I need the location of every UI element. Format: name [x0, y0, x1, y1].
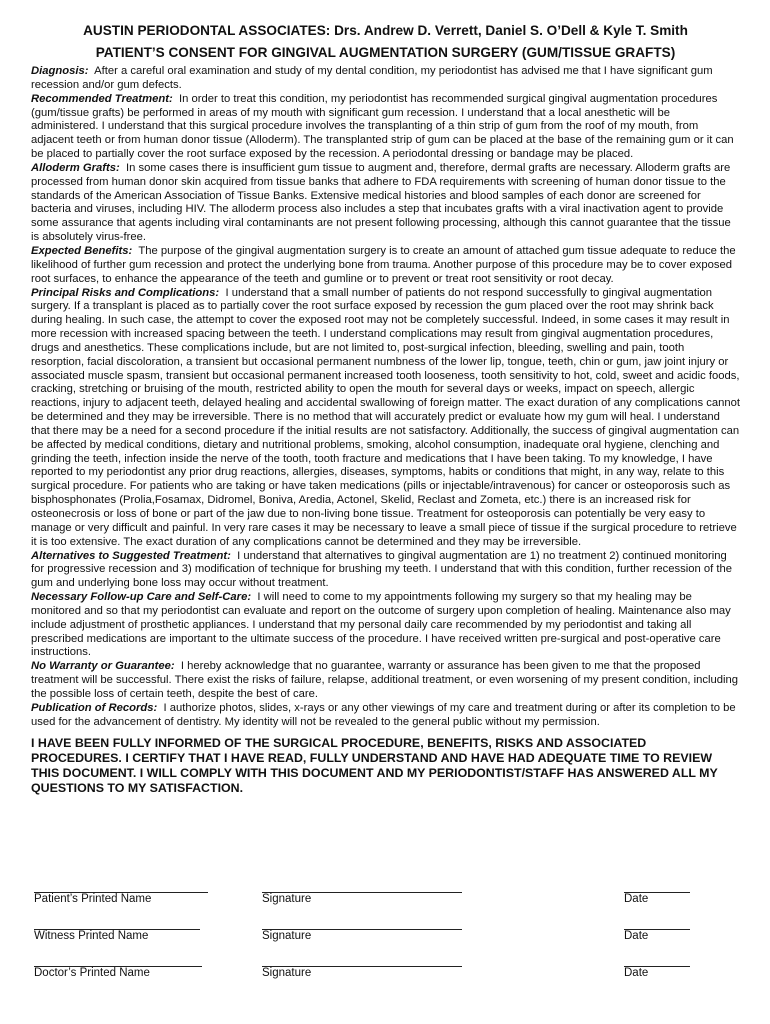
patient-signature-row [0, 880, 770, 917]
patient-date-label: Date [624, 893, 649, 905]
patient-name-label: Patient’s Printed Name [34, 893, 152, 905]
section-no-warranty [31, 660, 740, 702]
doctor-date-label: Date [624, 967, 649, 979]
section-heading: Alloderm Grafts: [31, 161, 120, 174]
section-publication-of-records [31, 702, 740, 730]
doctor-signature-line[interactable] [262, 954, 462, 967]
section-follow-up-care [31, 591, 740, 660]
section-text: After a careful oral examination and study of my dental condition, my periodontist has advised me that I have significant gum recession and/or gum defects. [31, 65, 713, 91]
section-text: I hereby acknowledge that no guarantee, warranty or assurance has been given to me that the proposed treatment will be successful. There exist the risks of failure, relapse, additional treatment, or even worsening of my present condition, including the possible loss of certain teeth, despite the best of care. [31, 660, 739, 700]
doctor-date-line[interactable] [624, 954, 690, 967]
practice-title: AUSTIN PERIODONTAL ASSOCIATES: Drs. Andrew D. Verrett, Daniel S. O’Dell & Kyle T. Smith [83, 23, 688, 38]
patient-date-line[interactable] [624, 880, 690, 893]
witness-signature-row [0, 917, 770, 954]
section-heading: Diagnosis: [31, 65, 89, 77]
section-diagnosis [31, 65, 740, 93]
certification-statement: I HAVE BEEN FULLY INFORMED OF THE SURGICAL PROCEDURE, BENEFITS, RISKS AND ASSOCIATED PROCEDURES. I CERTIFY THAT I HAVE READ, FULLY UNDERSTAND AND HAVE HAD ADEQUATE TIME TO REVIEW THIS DOCUMENT. I WILL COMPLY WITH THIS DOCUMENT AND MY PERIODONTIST/STAFF HAS ANSWERED ALL MY QUESTIONS TO MY SATISFACTION. [31, 735, 718, 795]
section-alloderm-grafts [31, 162, 740, 245]
witness-name-label: Witness Printed Name [34, 930, 149, 942]
section-heading: Necessary Follow-up Care and Self-Care: [31, 591, 252, 604]
patient-signature-line[interactable] [262, 880, 462, 893]
section-recommended-treatment [31, 93, 740, 162]
witness-date-line[interactable] [624, 917, 690, 930]
section-heading: No Warranty or Guarantee: [31, 660, 175, 673]
signature-block [0, 880, 770, 991]
patient-name-line[interactable] [34, 880, 208, 893]
section-text: In some cases there is insufficient gum tissue to augment and, therefore, dermal grafts are necessary. Alloderm grafts are processed from human donor skin acquired from tissue banks that adhere to FDA requirements with screening of human donor tissue to the standards of the American Association of Tissue Banks. Extensive medical histories and blood samples of each donor are screened for bacteria and viruses, including HIV. The alloderm process also includes a step that incubates grafts with a viral inactivation agent to provide some assurance that agents including viral contaminants are not present following processing, although this cannot guarantee that the tissue is absolutely virus-free. [31, 161, 731, 244]
section-heading: Principal Risks and Complications: [31, 286, 220, 299]
section-heading: Alternatives to Suggested Treatment: [31, 549, 231, 562]
witness-signature-label: Signature [262, 930, 312, 942]
section-risks-complications [31, 287, 740, 550]
witness-date-label: Date [624, 930, 649, 942]
section-text: I authorize photos, slides, x-rays or any other viewings of my care and treatment during or after its completion to be used for the advancement of dentistry. My identity will not be revealed to the general public without my permission. [31, 701, 736, 728]
witness-name-line[interactable] [34, 917, 200, 930]
section-heading: Publication of Records: [31, 701, 158, 714]
section-text: The purpose of the gingival augmentation surgery is to create an amount of attached gum tissue adequate to reduce the likelihood of further gum recession and protect the underlying bone from trauma. Another purpose of this procedure may be to cover exposed root surfaces, to enhance the appearance of the teeth and gumline or to prevent or treat root sensitivity or root decay. [31, 244, 736, 285]
doctor-signature-row [0, 954, 770, 991]
form-title: PATIENT’S CONSENT FOR GINGIVAL AUGMENTATION SURGERY (GUM/TISSUE GRAFTS) [95, 45, 676, 60]
section-text: I understand that a small number of patients do not respond successfully to gingival augmentation surgery. If a transplant is placed as to partially cover the root surface exposed by recession the gum placed over the root may shrink back during healing. In such case, the attempt to cover the exposed root may not be completely successful. Indeed, in some cases it may result in more recession with increased spacing between the teeth. I understand complications may result from gingival augmentation procedures, drugs and anesthetics. These complications include, but are not limited to, post-surgical infection, bleeding, swelling and pain, tooth resorption, facial discoloration, a transient but occasional permanent numbness of the lower lip, tongue, teeth, chin or gum, jaw joint injury or associated muscle spasm, transient but occasional permanent increased tooth looseness, tooth sensitivity to hot, cold, sweet and acidic foods, cracking, stretching or bruising of the mouth, restricted ability to open the mouth for several days or weeks, impact on speech, allergic reactions, injury to adjacent teeth, delayed healing and accidental swallowing of foreign matter. The exact duration of any complications cannot be determined and they may be irreversible. There is no method that will accurately predict or evaluate how my gum will heal. I understand that there may be a need for a second procedure if the initial results are not satisfactory. Additionally, the success of gingival augmentation can be affected by medical conditions, dietary and nutritional problems, smoking, alcohol consumption, inadequate oral hygiene, clenching and grinding the teeth, infection inside the nerve of the tooth, tooth fracture and medications that I have been taking. To my knowledge, I have reported to my periodontist any prior drug reactions, allergies, diseases, symptoms, habits or conditions that might, in any way, relate to this surgical procedure. For patients who are taking or have taken medications (pills or injectable/intravenous) for cancer or osteoporosis such as bisphosphonates (Prolia,Fosamax, Didromel, Boniva, Aredia, Actonel, Skelid, Reclast and Zometa, etc.) there is an increased risk for osteonecrosis or loss of bone or part of the jaw due to non-living bone tissue. Treatment for osteoporosis can potentially be very easy to manage or very difficult and painful. In very rare cases it may be necessary to leave a small piece of tissue if the surgical procedure to retrieve it is too extensive. The exact duration of any complications cannot be determined and they may be irreversible. [31, 286, 740, 548]
witness-signature-line[interactable] [262, 917, 462, 930]
section-heading: Expected Benefits: [31, 244, 133, 257]
section-text: I will need to come to my appointments following my surgery so that my healing may be monitored and so that my periodontist can evaluate and report on the outcome of surgery upon completion of healing. Maintenance also may include adjustment of prosthetic appliances. I understand that my personal daily care recommended by my periodontist and taking all prescribed medications are important to the ultimate success of the procedure. I have received written pre-surgical and post-operative care instructions. [31, 591, 731, 659]
doctor-name-line[interactable] [34, 954, 202, 967]
section-text: In order to treat this condition, my periodontist has recommended surgical gingival augmentation procedures (gum/tissue grafts) be performed in areas of my mouth with significant gum recession. I understand that a local anesthetic will be administered. I understand that this surgical procedure involves the transplanting of a thin strip of gum from the roof of my mouth, from adjacent teeth or from human donor tissue (Alloderm). The transplanted strip of gum can be placed at the base of the remaining gum or it can be placed to partially cover the root surface exposed by the recession. A periodontal dressing or bandage may be placed. [31, 92, 734, 161]
section-alternatives [31, 550, 740, 592]
doctor-signature-label: Signature [262, 967, 312, 979]
consent-body [31, 65, 740, 730]
patient-signature-label: Signature [262, 893, 312, 905]
section-expected-benefits [31, 245, 740, 287]
section-text: I understand that alternatives to gingival augmentation are 1) no treatment 2) continued monitoring for progressive recession and 3) modification of technique for brushing my teeth. I understand that with this condition, further recession of the gum and underlying bone loss may occur without treatment. [31, 549, 733, 590]
doctor-name-label: Doctor’s Printed Name [34, 967, 150, 979]
section-heading: Recommended Treatment: [31, 92, 173, 105]
